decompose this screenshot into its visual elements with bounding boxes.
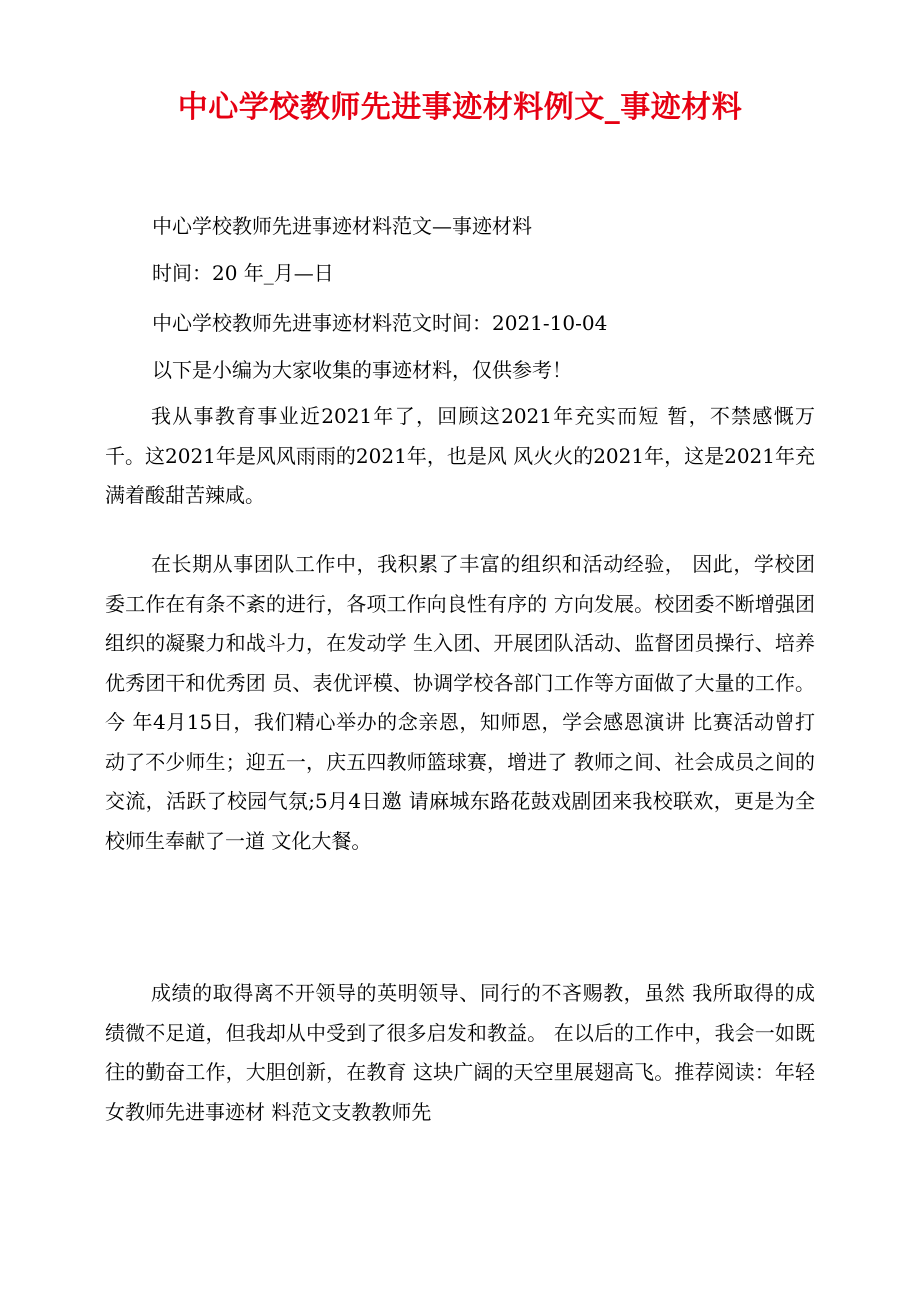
- body-paragraph-2: 在长期从事团队工作中，我积累了丰富的组织和活动经验， 因此，学校团委工作在有条不紊的进行，各项工作向良性有序的 方向发展。校团委不断增强团组织的凝聚力和战斗力，在发动学 生入团、开展团队活动、监督团员操行、培养优秀团干和优秀团 员、表优评模、协调学校各部门工作等方面做了大量的工作。今 年4月15日，我们精心举办的念亲恩，知师恩，学会感恩演讲 比赛活动曾打动了不少师生；迎五一，庆五四教师篮球赛，增进了 教师之间、社会成员之间的交流，活跃了校园气氛;5月4日邀 请麻城东路花鼓戏剧团来我校联欢，更是为全校师生奉献了一道 文化大餐。: [105, 552, 815, 853]
- intro-line: 以下是小编为大家收集的事迹材料，仅供参考！: [152, 358, 572, 382]
- body-paragraph-1: 我从事教育事业近2021年了，回顾这2021年充实而短 暂，不禁感慨万千。这2021年是风风雨雨的2021年，也是风 风火火的2021年，这是2021年充满着酸甜苦辣咸。: [105, 404, 815, 507]
- date-placeholder-line: 时间：20 年_月—日: [152, 261, 334, 285]
- document-title: 中心学校教师先进事迹材料例文_事迹材料: [177, 90, 743, 125]
- subtitle-line: 中心学校教师先进事迹材料范文—事迹材料: [152, 214, 532, 238]
- body-paragraph-3: 成绩的取得离不开领导的英明领导、同行的不吝赐教，虽然 我所取得的成绩微不足道，但我却从中受到了很多启发和教益。 在以后的工作中，我会一如既往的勤奋工作，大胆创新，在教育 这块广阔的天空里展翅高飞。推荐阅读：年轻女教师先进事迹材 料范文支教教师先: [105, 981, 815, 1124]
- publish-time-line: 中心学校教师先进事迹材料范文时间：2021-10-04: [152, 311, 608, 335]
